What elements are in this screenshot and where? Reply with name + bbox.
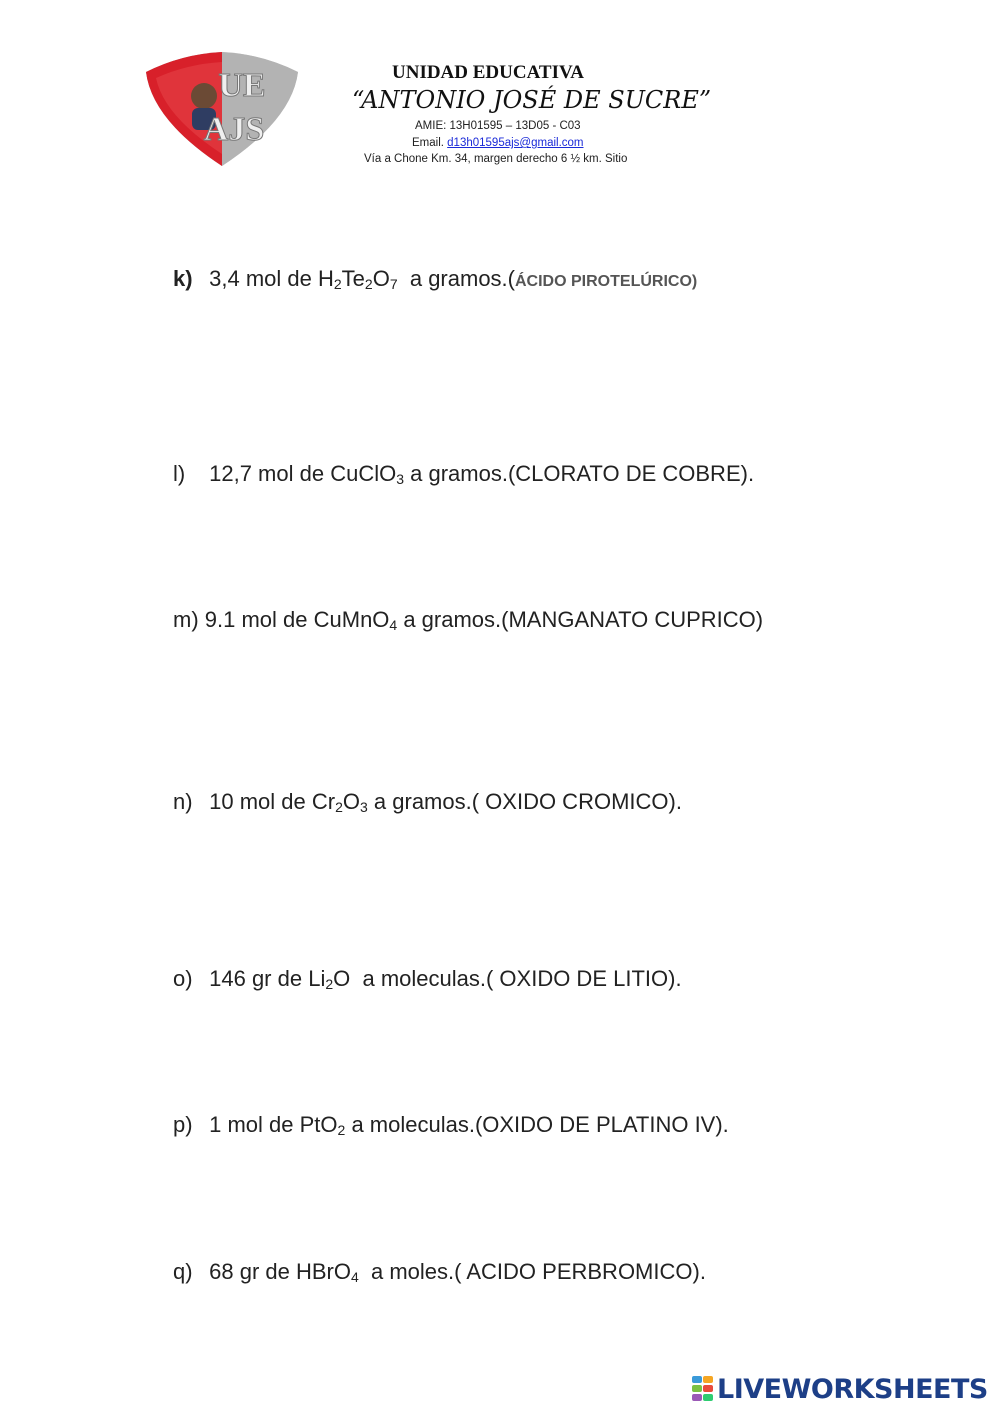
- svg-text:AJS: AJS: [203, 111, 265, 148]
- question-k: [173, 266, 697, 292]
- question-rest: a moles.( ACIDO PERBROMICO).: [358, 1259, 706, 1284]
- question-rest: a moleculas.( OXIDO DE LITIO).: [350, 966, 682, 991]
- question-label: l): [173, 461, 186, 486]
- question-label: o): [173, 966, 193, 991]
- email-prefix: Email.: [412, 137, 448, 149]
- chemical-formula: PtO$_2$: [299, 1112, 346, 1138]
- chemical-formula: $H_2Te_2O_7$: [317, 266, 398, 292]
- question-amount: 9.1 mol de: [204, 607, 314, 632]
- question-rest: a gramos.( OXIDO CROMICO).: [367, 789, 682, 814]
- question-amount: 1 mol de: [209, 1112, 300, 1137]
- school-name-heading: “ANTONIO JOSÉ DE SUCRE”: [352, 86, 712, 114]
- question-rest: a moleculas.(OXIDO DE PLATINO IV).: [345, 1112, 729, 1137]
- chemical-formula: CuClO$_3$: [330, 461, 405, 487]
- question-label: q): [173, 1259, 193, 1284]
- chemical-formula: HBrO$_4$: [295, 1259, 359, 1285]
- question-o: [173, 966, 682, 992]
- question-rest: a gramos.(CLORATO DE COBRE).: [404, 461, 755, 486]
- question-label: k): [173, 266, 193, 291]
- question-n: [173, 789, 682, 815]
- school-address: Vía a Chone Km. 34, margen derecho 6 ½ km. Sitio: [364, 153, 628, 165]
- chemical-formula: $Cr_2O_3$: [311, 789, 368, 815]
- email-link[interactable]: d13h01595ajs@gmail.com: [447, 137, 584, 149]
- question-q: [173, 1259, 706, 1285]
- question-label: n): [173, 789, 193, 814]
- question-label: m): [173, 607, 199, 632]
- question-amount: 146 gr de: [209, 966, 309, 991]
- school-crest-logo: [142, 50, 302, 168]
- question-amount: 10 mol de: [209, 789, 312, 814]
- liveworksheets-logo-icon: [692, 1376, 714, 1402]
- liveworksheets-brand[interactable]: [692, 1373, 988, 1405]
- question-amount: 68 gr de: [209, 1259, 296, 1284]
- email-line: [412, 137, 584, 149]
- school-type-heading: UNIDAD EDUCATIVA: [392, 62, 584, 83]
- question-rest: a gramos.(: [397, 266, 515, 291]
- question-l: [173, 461, 754, 487]
- question-m: [173, 607, 763, 633]
- chemical-formula: $Li_2O$: [308, 966, 351, 992]
- question-label: p): [173, 1112, 193, 1137]
- chemical-formula: CuMnO$_4$: [313, 607, 398, 633]
- compound-name: ÁCIDO PIROTELÚRICO): [515, 273, 698, 290]
- question-amount: 12,7 mol de: [209, 461, 331, 486]
- question-rest: a gramos.(MANGANATO CUPRICO): [397, 607, 764, 632]
- liveworksheets-wordmark: LIVEWORKSHEETS: [717, 1373, 988, 1405]
- svg-text:UE: UE: [218, 67, 266, 104]
- amie-code: AMIE: 13H01595 – 13D05 - C03: [415, 120, 581, 132]
- question-p: [173, 1112, 729, 1138]
- question-amount: 3,4 mol de: [209, 266, 318, 291]
